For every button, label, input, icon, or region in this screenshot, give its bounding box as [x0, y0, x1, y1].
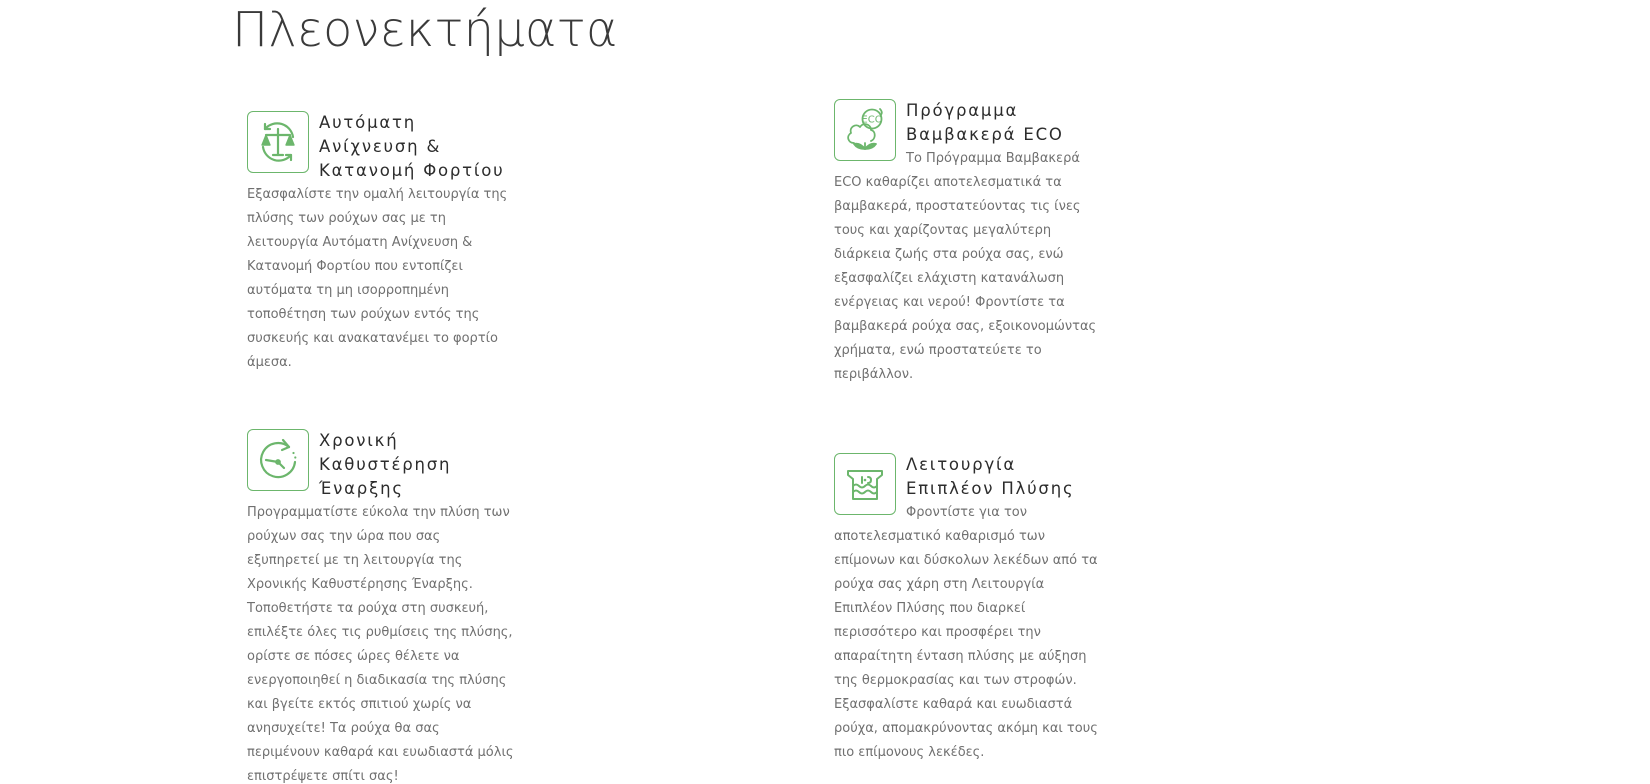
- feature-description: Φροντίστε για τον αποτελεσματικό καθαρισμό των επίμονων και δύσκολων λεκέδων από τα ρούχα σας χάρη στη Λειτουργία Επιπλέον Πλύσης που διαρκεί περισσότερο και προσφέρει την απαραίτητη ένταση πλύσης με αύξηση της θερμοκρασίας και των στροφών. Εξασφαλίστε καθαρά και ευωδιαστά ρούχα, απομακρύνοντας ακόμη και τους πιο επίμονους λεκέδες.: [834, 505, 1098, 760]
- feature-extra-wash: [834, 453, 1102, 765]
- feature-description: Προγραμματίστε εύκολα την πλύση των ρούχων σας την ώρα που σας εξυπηρετεί με τη λειτουργία της Χρονικής Καθυστέρησης Έναρξης. Τοποθετήστε τα ρούχα στη συσκευή, επιλέξτε όλες τις ρυθμίσεις της πλύσης, ορίστε σε πόσες ώρες θέλετε να ενεργοποιηθεί η διαδικασία της πλύσης και βγείτε εκτός σπιτιού χωρίς να ανησυχείτε! Τα ρούχα θα σας περιμένουν καθαρά και ευωδιαστά μόλις επιστρέψετε σπίτι σας!: [247, 505, 514, 784]
- feature-title: Πρόγραμμα Βαμβακερά ECO: [906, 101, 1064, 144]
- feature-auto-load-detection: [247, 111, 515, 375]
- feature-title: Αυτόματη Ανίχνευση & Κατανομή Φορτίου: [319, 113, 505, 180]
- feature-eco-cotton-program: [834, 99, 1102, 387]
- feature-description: Το Πρόγραμμα Βαμβακερά ECO καθαρίζει αποτελεσματικά τα βαμβακερά, προστατεύοντας τις ίνες τους και χαρίζοντας μεγαλύτερη διάρκεια ζωής στα ρούχα σας, ενώ εξασφαλίζει ελάχιστη κατανάλωση ενέργειας και νερού! Φροντίστε τα βαμβακερά ρούχα σας, εξοικονομώντας χρήματα, ενώ προστατεύετε το περιβάλλον.: [834, 151, 1097, 382]
- balance-scale-icon: [247, 111, 309, 173]
- feature-title: Λειτουργία Επιπλέον Πλύσης: [906, 455, 1075, 498]
- page-title: Πλεονεκτήματα: [232, 2, 618, 58]
- delay-timer-icon: [247, 429, 309, 491]
- eco-label: ECO: [861, 114, 883, 126]
- eco-cotton-icon: [834, 99, 896, 161]
- feature-title: Χρονική Καθυστέρηση Έναρξης: [319, 431, 452, 498]
- feature-delay-start: [247, 429, 515, 784]
- extra-wash-icon: [834, 453, 896, 515]
- feature-description: Εξασφαλίστε την ομαλή λειτουργία της πλύσης των ρούχων σας με τη λειτουργία Αυτόματη Ανίχνευση & Κατανομή Φορτίου που εντοπίζει αυτόματα τη μη ισορροπημένη τοποθέτηση των ρούχων εντός της συσκευής και ανακατανέμει το φορτίο άμεσα.: [247, 187, 508, 370]
